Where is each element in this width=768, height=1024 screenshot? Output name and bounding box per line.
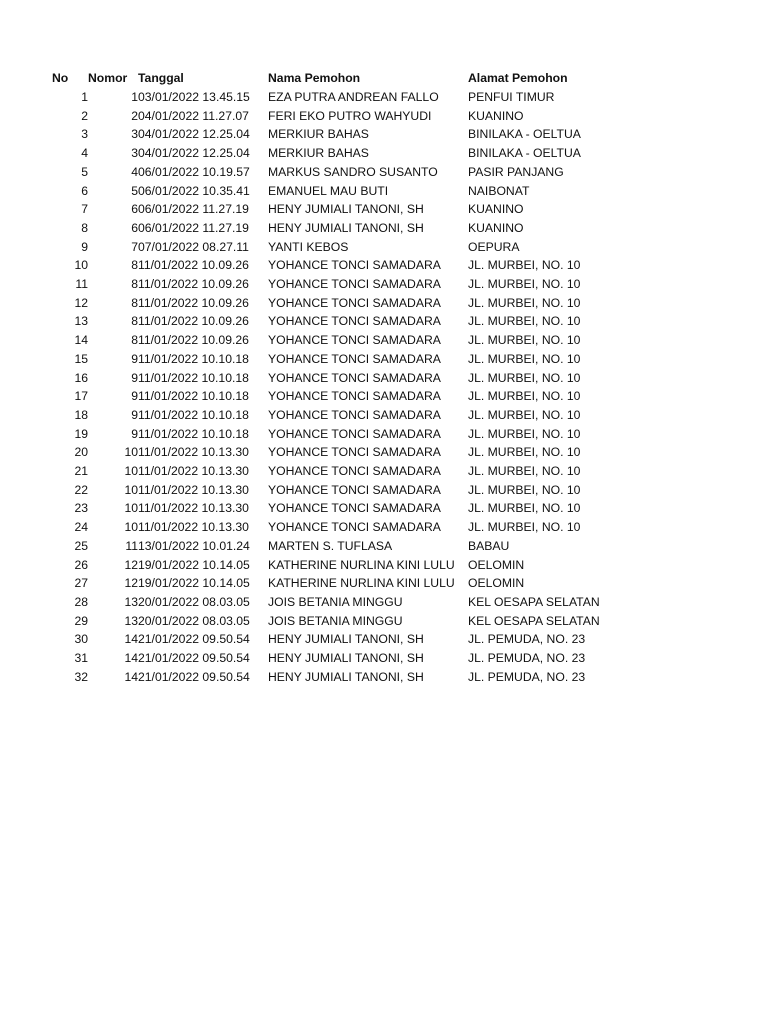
applicant-table	[52, 68, 612, 687]
header-nomor: Nomor	[88, 71, 128, 85]
cell-nomor: 4	[131, 164, 138, 179]
cell-nomor: 5	[131, 183, 138, 198]
cell-no: 1	[81, 90, 88, 104]
applicant-list-sheet	[52, 68, 612, 687]
cell-tanggal: 04/01/2022 12.25.04	[138, 146, 250, 161]
table-row	[52, 630, 612, 649]
cell-alamat-pemohon: JL. MURBEI, NO. 10	[468, 464, 581, 479]
cell-no: 20	[74, 445, 88, 460]
cell-no: 29	[74, 613, 88, 628]
cell-tanggal: 11/01/2022 10.10.18	[138, 351, 249, 366]
cell-alamat-pemohon: JL. MURBEI, NO. 10	[468, 351, 581, 366]
table-row	[52, 387, 612, 406]
cell-nama-pemohon: KATHERINE NURLINA KINI LULU	[268, 557, 455, 572]
cell-alamat-pemohon: KUANINO	[468, 220, 524, 235]
cell-no: 12	[74, 295, 88, 310]
cell-tanggal: 19/01/2022 10.14.05	[138, 557, 250, 572]
table-row	[52, 649, 612, 668]
cell-nomor: 8	[131, 258, 138, 273]
table-row	[52, 668, 612, 687]
cell-no: 18	[74, 407, 88, 422]
cell-tanggal: 06/01/2022 10.19.57	[138, 164, 250, 179]
cell-alamat-pemohon: JL. PEMUDA, NO. 23	[468, 651, 586, 666]
cell-alamat-pemohon: JL. PEMUDA, NO. 23	[468, 669, 586, 684]
cell-nama-pemohon: HENY JUMIALI TANONI, SH	[268, 651, 424, 666]
cell-tanggal: 11/01/2022 10.13.30	[138, 445, 249, 460]
cell-nama-pemohon: YOHANCE TONCI SAMADARA	[268, 333, 441, 348]
cell-nomor: 9	[131, 389, 138, 404]
cell-tanggal: 11/01/2022 10.10.18	[138, 370, 249, 385]
cell-no: 14	[74, 333, 88, 348]
cell-nama-pemohon: FERI EKO PUTRO WAHYUDI	[268, 108, 432, 123]
cell-alamat-pemohon: JL. MURBEI, NO. 10	[468, 482, 581, 497]
table-row	[52, 406, 612, 425]
cell-nomor: 12	[124, 557, 138, 572]
cell-nomor: 7	[131, 239, 138, 254]
cell-no: 8	[81, 220, 88, 235]
cell-alamat-pemohon: OELOMIN	[468, 576, 525, 591]
table-row	[52, 219, 612, 238]
table-row	[52, 481, 612, 500]
cell-tanggal: 21/01/2022 09.50.54	[138, 669, 250, 684]
cell-tanggal: 21/01/2022 09.50.54	[138, 651, 250, 666]
cell-nama-pemohon: MERKIUR BAHAS	[268, 127, 369, 142]
cell-nama-pemohon: EZA PUTRA ANDREAN FALLO	[268, 90, 439, 104]
table-row	[52, 537, 612, 556]
cell-tanggal: 11/01/2022 10.09.26	[138, 333, 249, 348]
cell-alamat-pemohon: BINILAKA - OELTUA	[468, 146, 581, 161]
table-row	[52, 499, 612, 518]
cell-no: 4	[81, 146, 88, 161]
cell-nama-pemohon: YOHANCE TONCI SAMADARA	[268, 445, 441, 460]
table-row	[52, 425, 612, 444]
table-row	[52, 144, 612, 163]
table-header	[52, 68, 612, 88]
table-row	[52, 612, 612, 631]
cell-nomor: 10	[124, 520, 138, 535]
cell-nama-pemohon: MARTEN S. TUFLASA	[268, 538, 393, 553]
cell-nomor: 6	[131, 220, 138, 235]
cell-nama-pemohon: YOHANCE TONCI SAMADARA	[268, 295, 441, 310]
cell-nomor: 8	[131, 333, 138, 348]
cell-alamat-pemohon: JL. MURBEI, NO. 10	[468, 407, 581, 422]
cell-tanggal: 11/01/2022 10.13.30	[138, 482, 249, 497]
table-row	[52, 556, 612, 575]
cell-no: 26	[74, 557, 88, 572]
cell-nomor: 11	[125, 538, 138, 553]
cell-nama-pemohon: KATHERINE NURLINA KINI LULU	[268, 576, 455, 591]
cell-tanggal: 04/01/2022 11.27.07	[138, 108, 249, 123]
cell-alamat-pemohon: JL. MURBEI, NO. 10	[468, 520, 581, 535]
cell-alamat-pemohon: JL. MURBEI, NO. 10	[468, 445, 581, 460]
cell-nama-pemohon: YOHANCE TONCI SAMADARA	[268, 389, 441, 404]
cell-tanggal: 21/01/2022 09.50.54	[138, 632, 250, 647]
cell-no: 24	[74, 520, 88, 535]
cell-nama-pemohon: YOHANCE TONCI SAMADARA	[268, 314, 441, 329]
cell-alamat-pemohon: JL. MURBEI, NO. 10	[468, 389, 581, 404]
table-row	[52, 312, 612, 331]
cell-no: 27	[74, 576, 88, 591]
cell-nomor: 1	[131, 90, 138, 104]
cell-tanggal: 06/01/2022 11.27.19	[138, 202, 249, 217]
cell-no: 23	[74, 501, 88, 516]
cell-tanggal: 11/01/2022 10.10.18	[138, 389, 249, 404]
cell-nomor: 10	[124, 445, 138, 460]
cell-tanggal: 20/01/2022 08.03.05	[138, 594, 250, 609]
cell-alamat-pemohon: OEPURA	[468, 239, 520, 254]
cell-nomor: 10	[124, 501, 138, 516]
cell-no: 7	[81, 202, 88, 217]
table-row	[52, 350, 612, 369]
cell-nomor: 9	[131, 370, 138, 385]
cell-tanggal: 19/01/2022 10.14.05	[138, 576, 250, 591]
cell-tanggal: 11/01/2022 10.13.30	[138, 520, 249, 535]
cell-no: 28	[74, 594, 88, 609]
cell-nomor: 9	[131, 407, 138, 422]
table-row	[52, 238, 612, 257]
cell-no: 11	[75, 277, 88, 292]
cell-no: 32	[74, 669, 88, 684]
cell-alamat-pemohon: JL. PEMUDA, NO. 23	[468, 632, 586, 647]
cell-alamat-pemohon: JL. MURBEI, NO. 10	[468, 370, 581, 385]
header-no: No	[52, 71, 69, 85]
cell-nomor: 8	[131, 314, 138, 329]
cell-no: 3	[81, 127, 88, 142]
cell-nomor: 10	[124, 464, 138, 479]
cell-no: 21	[74, 464, 88, 479]
cell-nomor: 8	[131, 295, 138, 310]
cell-alamat-pemohon: JL. MURBEI, NO. 10	[468, 501, 581, 516]
cell-no: 22	[74, 482, 88, 497]
cell-alamat-pemohon: PASIR PANJANG	[468, 164, 564, 179]
cell-nama-pemohon: EMANUEL MAU BUTI	[268, 183, 389, 198]
cell-nomor: 9	[131, 351, 138, 366]
cell-no: 13	[74, 314, 88, 329]
cell-alamat-pemohon: JL. MURBEI, NO. 10	[468, 295, 581, 310]
table-row	[52, 88, 612, 107]
cell-nomor: 3	[131, 146, 138, 161]
cell-nama-pemohon: YOHANCE TONCI SAMADARA	[268, 501, 441, 516]
cell-nomor: 8	[131, 277, 138, 292]
table-row	[52, 256, 612, 275]
table-row	[52, 574, 612, 593]
cell-nama-pemohon: YANTI KEBOS	[268, 239, 349, 254]
cell-alamat-pemohon: JL. MURBEI, NO. 10	[468, 277, 581, 292]
cell-nama-pemohon: YOHANCE TONCI SAMADARA	[268, 258, 441, 273]
cell-nomor: 14	[124, 669, 138, 684]
cell-nomor: 13	[124, 613, 138, 628]
cell-nama-pemohon: HENY JUMIALI TANONI, SH	[268, 669, 424, 684]
cell-tanggal: 20/01/2022 08.03.05	[138, 613, 250, 628]
cell-no: 17	[74, 389, 88, 404]
cell-tanggal: 11/01/2022 10.10.18	[138, 407, 249, 422]
table-row	[52, 182, 612, 201]
cell-no: 31	[74, 651, 88, 666]
table-row	[52, 518, 612, 537]
cell-nama-pemohon: YOHANCE TONCI SAMADARA	[268, 407, 441, 422]
cell-no: 25	[74, 538, 88, 553]
cell-nama-pemohon: MARKUS SANDRO SUSANTO	[268, 164, 438, 179]
cell-tanggal: 04/01/2022 12.25.04	[138, 127, 250, 142]
cell-tanggal: 11/01/2022 10.09.26	[138, 258, 249, 273]
cell-nomor: 9	[131, 426, 138, 441]
cell-nomor: 10	[124, 482, 138, 497]
cell-nama-pemohon: YOHANCE TONCI SAMADARA	[268, 464, 441, 479]
cell-nama-pemohon: YOHANCE TONCI SAMADARA	[268, 351, 441, 366]
table-row	[52, 331, 612, 350]
table-row	[52, 275, 612, 294]
cell-alamat-pemohon: KEL OESAPA SELATAN	[468, 594, 600, 609]
cell-no: 10	[74, 258, 88, 273]
cell-nomor: 2	[131, 108, 138, 123]
table-row	[52, 462, 612, 481]
cell-nomor: 14	[124, 632, 138, 647]
cell-tanggal: 11/01/2022 10.13.30	[138, 464, 249, 479]
table-row	[52, 107, 612, 126]
table-row	[52, 593, 612, 612]
cell-tanggal: 11/01/2022 10.09.26	[138, 295, 249, 310]
table-row	[52, 125, 612, 144]
cell-alamat-pemohon: BINILAKA - OELTUA	[468, 127, 581, 142]
cell-no: 19	[74, 426, 88, 441]
cell-alamat-pemohon: BABAU	[468, 538, 510, 553]
header-row	[52, 68, 612, 88]
cell-tanggal: 11/01/2022 10.09.26	[138, 277, 249, 292]
cell-nama-pemohon: YOHANCE TONCI SAMADARA	[268, 370, 441, 385]
cell-nomor: 3	[131, 127, 138, 142]
cell-tanggal: 06/01/2022 11.27.19	[138, 220, 249, 235]
cell-tanggal: 11/01/2022 10.10.18	[138, 426, 249, 441]
cell-alamat-pemohon: JL. MURBEI, NO. 10	[468, 333, 581, 348]
cell-tanggal: 13/01/2022 10.01.24	[138, 538, 250, 553]
cell-no: 2	[81, 108, 88, 123]
cell-no: 9	[81, 239, 88, 254]
cell-alamat-pemohon: KEL OESAPA SELATAN	[468, 613, 600, 628]
cell-nomor: 6	[131, 202, 138, 217]
header-nama-pemohon: Nama Pemohon	[268, 71, 361, 85]
cell-nomor: 13	[124, 594, 138, 609]
cell-nama-pemohon: YOHANCE TONCI SAMADARA	[268, 426, 441, 441]
cell-no: 16	[74, 370, 88, 385]
cell-nama-pemohon: YOHANCE TONCI SAMADARA	[268, 520, 441, 535]
cell-tanggal: 11/01/2022 10.13.30	[138, 501, 249, 516]
cell-alamat-pemohon: PENFUI TIMUR	[468, 90, 555, 104]
header-alamat-pemohon: Alamat Pemohon	[468, 71, 568, 85]
cell-alamat-pemohon: NAIBONAT	[468, 183, 530, 198]
cell-alamat-pemohon: JL. MURBEI, NO. 10	[468, 426, 581, 441]
cell-no: 5	[81, 164, 88, 179]
table-row	[52, 443, 612, 462]
cell-nomor: 14	[124, 651, 138, 666]
cell-no: 6	[81, 183, 88, 198]
table-row	[52, 369, 612, 388]
cell-alamat-pemohon: KUANINO	[468, 108, 524, 123]
cell-nama-pemohon: HENY JUMIALI TANONI, SH	[268, 202, 424, 217]
cell-alamat-pemohon: KUANINO	[468, 202, 524, 217]
cell-no: 15	[74, 351, 88, 366]
cell-nama-pemohon: MERKIUR BAHAS	[268, 146, 369, 161]
cell-tanggal: 06/01/2022 10.35.41	[138, 183, 250, 198]
cell-nomor: 12	[124, 576, 138, 591]
cell-alamat-pemohon: OELOMIN	[468, 557, 525, 572]
cell-nama-pemohon: HENY JUMIALI TANONI, SH	[268, 220, 424, 235]
table-row	[52, 163, 612, 182]
cell-nama-pemohon: JOIS BETANIA MINGGU	[268, 613, 403, 628]
cell-alamat-pemohon: JL. MURBEI, NO. 10	[468, 314, 581, 329]
table-body	[52, 88, 612, 687]
header-tanggal: Tanggal	[138, 71, 184, 85]
cell-tanggal: 11/01/2022 10.09.26	[138, 314, 249, 329]
cell-tanggal: 07/01/2022 08.27.11	[138, 239, 249, 254]
table-row	[52, 200, 612, 219]
cell-nama-pemohon: HENY JUMIALI TANONI, SH	[268, 632, 424, 647]
cell-tanggal: 03/01/2022 13.45.15	[138, 90, 250, 104]
cell-nama-pemohon: YOHANCE TONCI SAMADARA	[268, 482, 441, 497]
cell-no: 30	[74, 632, 88, 647]
cell-nama-pemohon: JOIS BETANIA MINGGU	[268, 594, 403, 609]
cell-alamat-pemohon: JL. MURBEI, NO. 10	[468, 258, 581, 273]
cell-nama-pemohon: YOHANCE TONCI SAMADARA	[268, 277, 441, 292]
table-row	[52, 294, 612, 313]
